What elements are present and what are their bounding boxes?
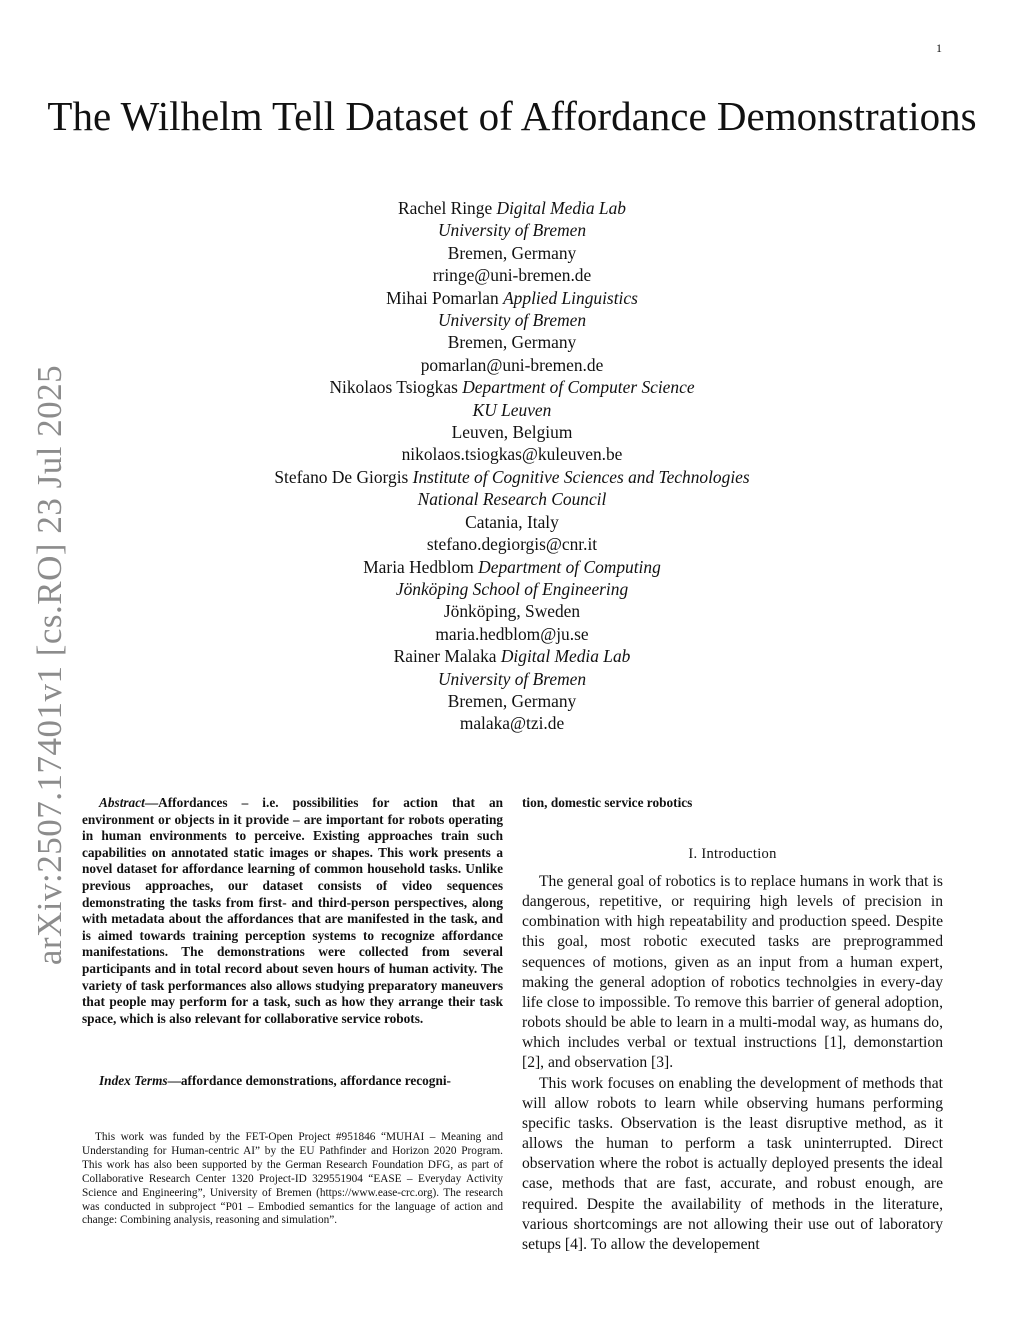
author-name: Maria Hedblom	[363, 556, 474, 577]
author-name: Nikolaos Tsiogkas	[329, 377, 458, 398]
abstract	[82, 795, 503, 1027]
section-heading: I. Introduction	[688, 846, 777, 862]
author-location: Catania, Italy	[465, 511, 559, 532]
abstract-label: Abstract	[99, 795, 145, 810]
author-organization: KU Leuven	[472, 399, 552, 420]
arxiv-identifier: arXiv:2507.17401v1 [cs.RO] 23 Jul 2025	[30, 364, 69, 966]
author-organization: National Research Council	[417, 489, 607, 510]
author-email: malaka@tzi.de	[459, 713, 565, 734]
author-location: Bremen, Germany	[447, 332, 577, 353]
author-department: Department of Computer Science	[462, 377, 695, 398]
funding-footnote: This work was funded by the FET-Open Project #951846 “MUHAI – Meaning and Understanding for Human-centric AI” by the EU Pathfinder and Horizon 2020 Program. This work has also been supported by the German Research Foundation DFG, as part of Collaborative Research Center 1320 Project-ID 329551904 “EASE – Everyday Activity Science and Engineering”, University of Bremen (https://www.ease-crc.org). The research was conducted in subproject “P01 – Embodied semantics for the language of action and change: Combining analysis, reasoning and simulation”.	[82, 1131, 503, 1227]
body-paragraph: This work focuses on enabling the development of methods that will allow robots to learn while observing humans performing specific tasks. Observation is the least disruptive method, as it allows the human to perform a task uninterrupted. Direct observation where the robot is actually deployed presents the ideal case, methods that are fast, accurate, and robust enough, are required. Despite the availability of methods in the literature, various shortcomings are not allowing their use out of laboratory setups [4]. To allow the developement	[522, 1074, 943, 1253]
author-location: Bremen, Germany	[447, 690, 577, 711]
introduction-body	[522, 872, 943, 1255]
author-name-line	[0, 197, 1024, 219]
body-paragraph: The general goal of robotics is to replace humans in work that is dangerous, repetitive, or requiring high levels of precision in combination with high repeatability and production speed. Despite this goal, most robotic executed tasks are preprogrammed sequences of motions, given as an input from a human expert, making the general adoption of robotics technolgies in every-day life close to impossible. To remove this barrier of general adoption, robots should be able to learn in a multi-modal way, as humans do, which includes verbal or textual instructions [1], demonstartion [2], and observation [3].	[522, 873, 943, 1072]
index-terms-continuation: tion, domestic service robotics	[522, 795, 693, 810]
author-location: Leuven, Belgium	[451, 422, 573, 443]
author-name-line	[0, 466, 1024, 488]
author-name: Mihai Pomarlan	[386, 287, 499, 308]
author-location: Bremen, Germany	[447, 242, 577, 263]
author-department: Department of Computing	[478, 556, 661, 577]
author-email: rringe@uni-bremen.de	[432, 265, 592, 286]
author-location: Jönköping, Sweden	[443, 601, 581, 622]
paper-title: The Wilhelm Tell Dataset of Affordance Demonstrations	[47, 93, 977, 139]
author-department: Applied Linguistics	[503, 287, 638, 308]
page-number: 1	[936, 41, 942, 55]
author-name: Rainer Malaka	[393, 646, 497, 667]
author-department: Institute of Cognitive Sciences and Technologies	[412, 466, 750, 487]
author-organization: Jönköping School of Engineering	[395, 578, 629, 599]
index-terms	[82, 1073, 503, 1090]
author-email: maria.hedblom@ju.se	[435, 623, 589, 644]
author-organization: University of Bremen	[437, 310, 587, 331]
author-organization: University of Bremen	[437, 220, 587, 241]
author-name-line	[0, 645, 1024, 667]
abstract-text: —Affordances – i.e. possibilities for action that an environment or objects in it provide – are important for robots operating in human environments to perceive. Existing approaches train such capabilities on annotated static images or shapes. This work presents a novel dataset for affordance learning of common household tasks. Unlike previous approaches, our dataset consists of video sequences demonstrating the tasks from first- and third-person perspectives, along with metadata about the affordances that are manifested in the task, and is aimed towards training perception systems to recognize affordance manifestations. The demonstrations were collected from several participants and in total record about seven hours of human activity. The variety of task performances also allows studying preparatory maneuvers that people may perform for a task, such as how they arrange their task space, which is also relevant for collaborative service robots.	[82, 795, 503, 1026]
author-email: nikolaos.tsiogkas@kuleuven.be	[401, 444, 623, 465]
author-department: Digital Media Lab	[500, 646, 631, 667]
author-organization: University of Bremen	[437, 668, 587, 689]
index-terms-text: —affordance demonstrations, affordance recogni-	[167, 1073, 451, 1088]
author-department: Digital Media Lab	[496, 198, 626, 218]
index-terms-label: Index Terms	[99, 1073, 168, 1088]
author-email: stefano.degiorgis@cnr.it	[426, 534, 598, 555]
author-name-line	[0, 556, 1024, 578]
author-block	[0, 197, 1024, 735]
author-name: Stefano De Giorgis	[274, 466, 409, 487]
author-name: Rachel Ringe	[398, 198, 493, 218]
author-name-line	[0, 376, 1024, 398]
author-email: pomarlan@uni-bremen.de	[420, 354, 604, 375]
author-name-line	[0, 287, 1024, 309]
